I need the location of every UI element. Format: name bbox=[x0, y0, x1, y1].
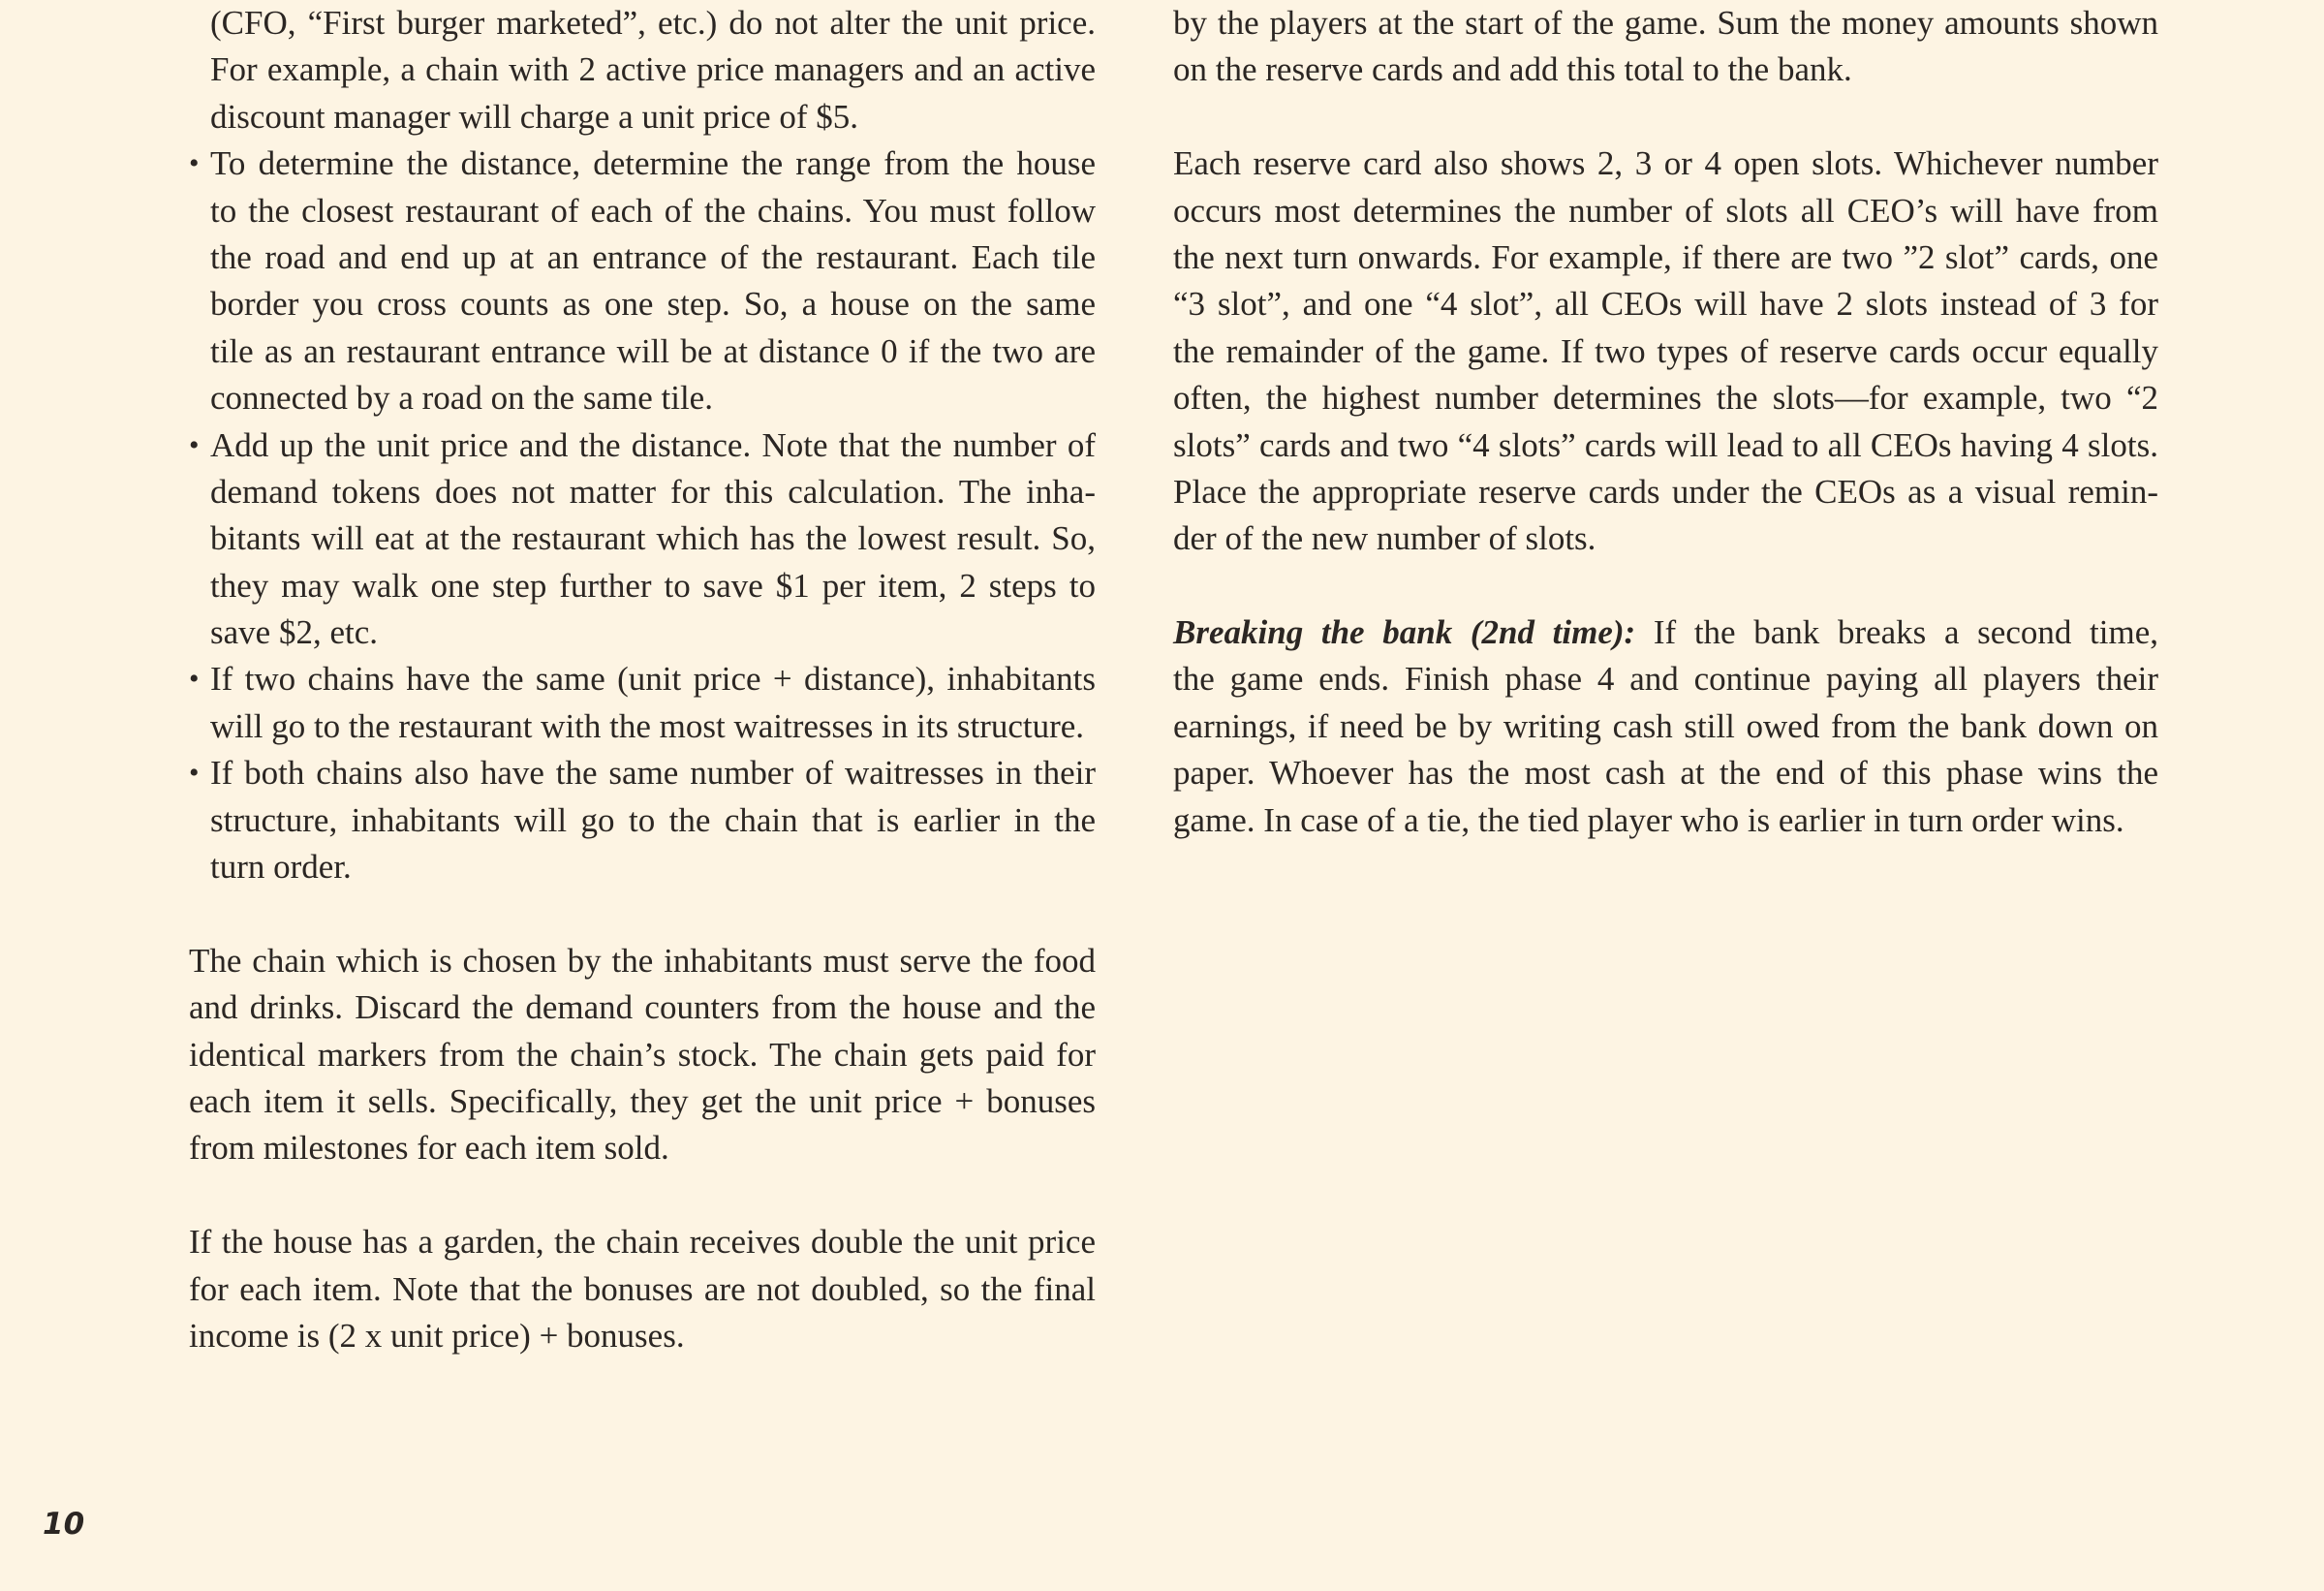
bullet-item-tie-turn-order bbox=[189, 750, 1096, 890]
text-line: each item it sells. Specifically, they get the unit price + bonuses bbox=[189, 1081, 1096, 1120]
text-line: identical markers from the chain’s stock. The chain gets paid for bbox=[189, 1035, 1096, 1074]
text-line: will go to the restaurant with the most waitresses in its structure. bbox=[210, 706, 1085, 745]
text-line: slots” cards and two “4 slots” cards will lead to all CEOs having 4 slots. bbox=[1173, 425, 2158, 464]
right-column bbox=[1173, 0, 2158, 844]
paragraph-spacer bbox=[189, 1172, 1096, 1219]
text-line: Each reserve card also shows 2, 3 or 4 open slots. Whichever number bbox=[1173, 144, 2158, 183]
text-line: the remainder of the game. If two types of reserve cards occur equally bbox=[1173, 331, 2158, 370]
paragraph-breaking-bank bbox=[1173, 609, 2158, 844]
text-line: paper. Whoever has the most cash at the end of this phase wins the bbox=[1173, 754, 2158, 793]
text-line: bitants will eat at the restaurant which has the lowest result. So, bbox=[210, 519, 1096, 558]
text-line: structure, inhabitants will go to the chain that is earlier in the bbox=[210, 800, 1096, 839]
text-line: for each item. Note that the bonuses are not doubled, so the final bbox=[189, 1269, 1096, 1308]
paragraph-garden bbox=[189, 1219, 1096, 1359]
left-column bbox=[189, 0, 1096, 1359]
text-line: game. In case of a tie, the tied player who is earlier in turn order wins. bbox=[1173, 800, 2124, 839]
text-line: connected by a road on the same tile. bbox=[210, 379, 713, 418]
continuation-text bbox=[189, 0, 1096, 140]
text-line: the road and end up at an entrance of the restaurant. Each tile bbox=[210, 237, 1096, 276]
section-heading: Breaking the bank (2nd time): bbox=[1173, 613, 1636, 652]
text-line: and drinks. Discard the demand counters from the house and the bbox=[189, 988, 1096, 1027]
text-line: to the closest restaurant of each of the chains. You must follow bbox=[210, 191, 1096, 230]
text-line: save $2, etc. bbox=[210, 613, 378, 652]
paragraph-spacer bbox=[189, 890, 1096, 937]
bullet-item-tie-waitresses bbox=[189, 656, 1096, 750]
text-line: demand tokens does not matter for this calculation. The inha- bbox=[210, 472, 1096, 511]
text-line: they may walk one step further to save $1 per item, 2 steps to bbox=[210, 566, 1096, 605]
bullet-icon: • bbox=[189, 428, 200, 461]
text-line: border you cross counts as one step. So, a house on the same bbox=[210, 285, 1096, 324]
text-line: tile as an restaurant entrance will be at distance 0 if the two are bbox=[210, 331, 1096, 370]
text-line: turn order. bbox=[210, 848, 352, 887]
bullet-icon: • bbox=[189, 663, 200, 696]
text-line: (CFO, “First burger marketed”, etc.) do not alter the unit price. bbox=[210, 4, 1096, 42]
text-line: discount manager will charge a unit price of $5. bbox=[210, 97, 858, 136]
text-line: For example, a chain with 2 active price managers and an active bbox=[210, 50, 1096, 89]
bullet-item-distance bbox=[189, 140, 1096, 421]
text-line: “3 slot”, and one “4 slot”, all CEOs will have 2 slots instead of 3 for bbox=[1173, 285, 2158, 324]
page-number: 10 bbox=[43, 1507, 85, 1542]
text-line: earnings, if need be by writing cash still owed from the bank down on bbox=[1173, 706, 2158, 745]
bullet-icon: • bbox=[189, 147, 200, 180]
text-line: der of the new number of slots. bbox=[1173, 519, 1596, 558]
paragraph-serve bbox=[189, 938, 1096, 1172]
text-line: the next turn onwards. For example, if there are two ”2 slot” cards, one bbox=[1173, 237, 2158, 276]
bullet-icon: • bbox=[189, 757, 200, 790]
paragraph-spacer bbox=[1173, 563, 2158, 609]
text-line: occurs most determines the number of slots all CEO’s will have from bbox=[1173, 191, 2158, 230]
text-line: on the reserve cards and add this total to the bank. bbox=[1173, 50, 1852, 89]
bullet-item-add-up bbox=[189, 422, 1096, 657]
text-line: To determine the distance, determine the range from the house bbox=[210, 144, 1096, 183]
text-line: Place the appropriate reserve cards under the CEOs as a visual remin- bbox=[1173, 472, 2158, 511]
paragraph-spacer bbox=[1173, 94, 2158, 140]
paragraph-slots bbox=[1173, 140, 2158, 563]
text-line: the game ends. Finish phase 4 and continue paying all players their bbox=[1173, 660, 2158, 699]
text-line: from milestones for each item sold. bbox=[189, 1129, 669, 1168]
text-line: If the bank breaks a second time, bbox=[1653, 613, 2158, 652]
paragraph-bank bbox=[1173, 0, 2158, 94]
text-line: The chain which is chosen by the inhabitants must serve the food bbox=[189, 941, 1096, 980]
text-line: income is (2 x unit price) + bonuses. bbox=[189, 1316, 685, 1355]
text-line: If both chains also have the same number of waitresses in their bbox=[210, 754, 1096, 793]
text-line: If two chains have the same (unit price + distance), inhabitants bbox=[210, 660, 1096, 699]
text-line: Add up the unit price and the distance. Note that the number of bbox=[210, 425, 1096, 464]
text-line: If the house has a garden, the chain receives double the unit price bbox=[189, 1223, 1096, 1262]
text-line: often, the highest number determines the slots—for example, two “2 bbox=[1173, 379, 2158, 418]
text-line: by the players at the start of the game. Sum the money amounts shown bbox=[1173, 4, 2158, 42]
